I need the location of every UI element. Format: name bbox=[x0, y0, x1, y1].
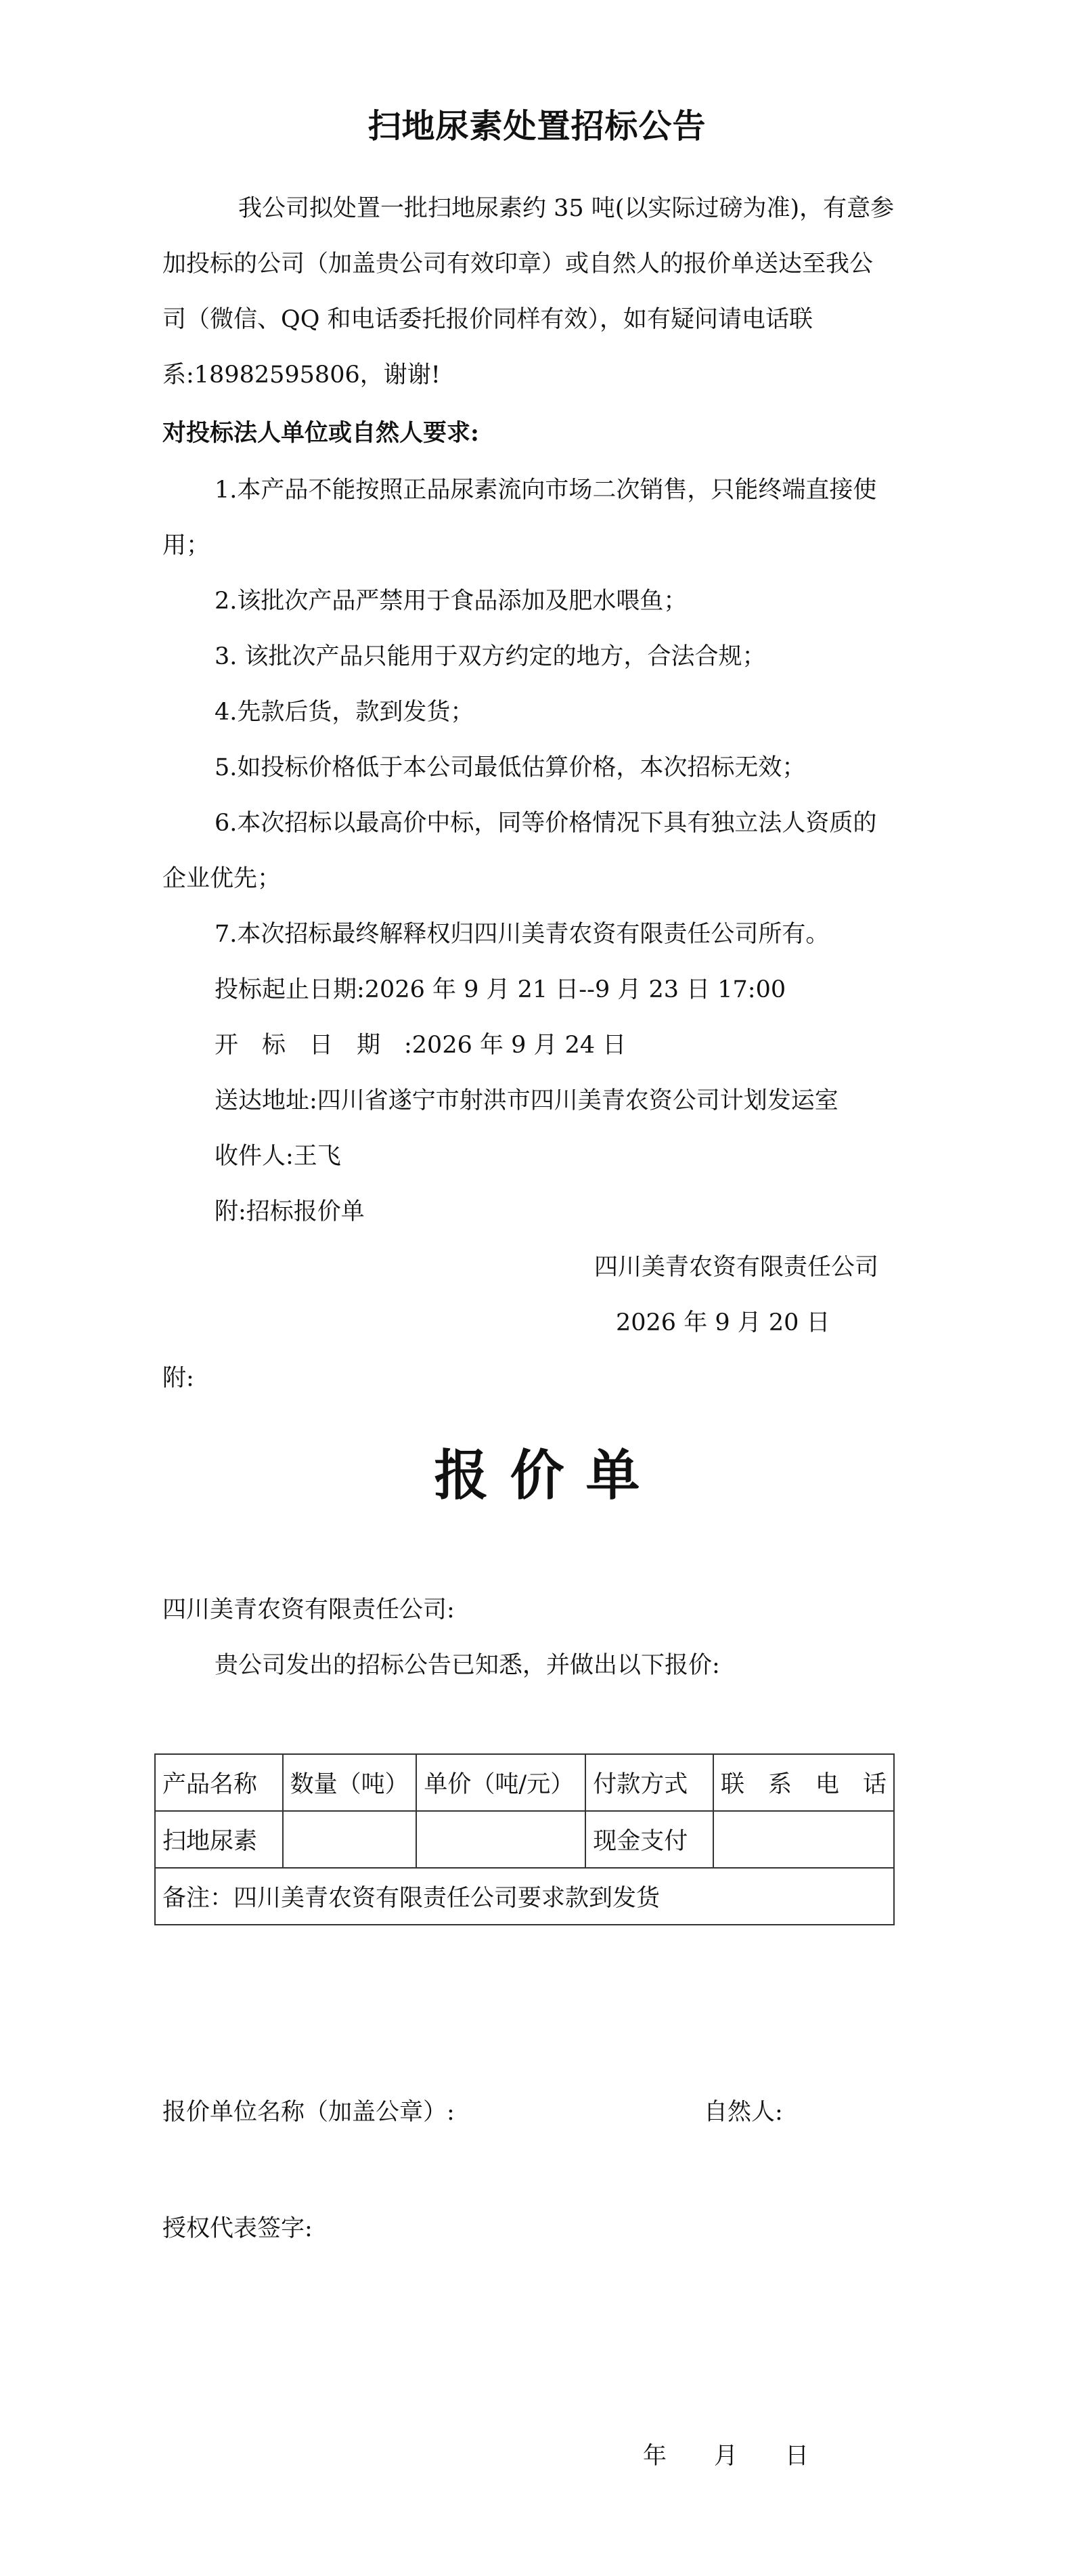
authorized-rep-signature-label: 授权代表签字: bbox=[162, 2215, 313, 2242]
quote-title-char-1: 报 bbox=[434, 1444, 489, 1507]
requirement-5: 5.如投标价格低于本公司最低估算价格，本次招标无效； bbox=[215, 754, 806, 781]
quote-table-header-row bbox=[155, 1754, 894, 1811]
signature-company: 四川美青农资有限责任公司 bbox=[594, 1254, 879, 1281]
requirement-3: 3. 该批次产品只能用于双方约定的地方，合法合规； bbox=[215, 643, 766, 670]
cell-product-name: 扫地尿素 bbox=[155, 1811, 283, 1868]
open-date: 开 标 日 期 :2026 年 9 月 24 日 bbox=[215, 1032, 627, 1059]
quote-addressee: 四川美青农资有限责任公司: bbox=[162, 1596, 455, 1623]
intro-line-1: 我公司拟处置一批扫地尿素约 35 吨(以实际过磅为准)，有意参 bbox=[238, 195, 895, 222]
requirement-6-cont: 企业优先； bbox=[162, 865, 282, 892]
quote-table bbox=[154, 1753, 895, 1925]
cell-remark: 备注：四川美青农资有限责任公司要求款到发货 bbox=[155, 1868, 894, 1925]
header-unit-price: 单价（吨/元） bbox=[416, 1754, 585, 1811]
requirement-6: 6.本次招标以最高价中标，同等价格情况下具有独立法人资质的 bbox=[215, 810, 877, 837]
header-contact-phone: 联 系 电 话 bbox=[713, 1754, 894, 1811]
cell-payment-method: 现金支付 bbox=[585, 1811, 713, 1868]
intro-line-2: 加投标的公司（加盖贵公司有效印章）或自然人的报价单送达至我公 bbox=[162, 250, 874, 278]
quote-table-remark-row bbox=[155, 1868, 894, 1925]
requirement-1: 1.本产品不能按照正品尿素流向市场二次销售，只能终端直接使 bbox=[215, 477, 877, 504]
delivery-address: 送达地址:四川省遂宁市射洪市四川美青农资公司计划发运室 bbox=[215, 1087, 838, 1114]
quote-date-line: 年 月 日 bbox=[643, 2443, 809, 2470]
quote-table-row bbox=[155, 1811, 894, 1868]
cell-quantity[interactable] bbox=[283, 1811, 417, 1868]
header-product-name: 产品名称 bbox=[155, 1754, 283, 1811]
bid-period: 投标起止日期:2026 年 9 月 21 日--9 月 23 日 17:00 bbox=[215, 976, 786, 1003]
natural-person-label: 自然人: bbox=[704, 2099, 783, 2126]
header-quantity: 数量（吨） bbox=[283, 1754, 417, 1811]
quote-greeting: 贵公司发出的招标公告已知悉，并做出以下报价: bbox=[215, 1652, 720, 1679]
cell-unit-price[interactable] bbox=[416, 1811, 585, 1868]
header-payment-method: 付款方式 bbox=[585, 1754, 713, 1811]
bidder-name-label: 报价单位名称（加盖公章）: bbox=[162, 2099, 455, 2126]
requirement-2: 2.该批次产品严禁用于食品添加及肥水喂鱼； bbox=[215, 588, 688, 615]
intro-line-4: 系:18982595806，谢谢! bbox=[162, 362, 441, 389]
recipient: 收件人:王飞 bbox=[215, 1143, 341, 1170]
requirement-1-cont: 用； bbox=[162, 532, 210, 559]
requirement-7: 7.本次招标最终解释权归四川美青农资有限责任公司所有。 bbox=[215, 921, 830, 948]
annex-label: 附: bbox=[162, 1365, 194, 1392]
notice-title: 扫地尿素处置招标公告 bbox=[367, 106, 707, 146]
requirement-4: 4.先款后货，款到发货； bbox=[215, 699, 474, 726]
cell-contact-phone[interactable] bbox=[713, 1811, 894, 1868]
quote-form-title bbox=[0, 1432, 1074, 1510]
quote-title-char-2: 价 bbox=[510, 1444, 564, 1507]
signature-date: 2026 年 9 月 20 日 bbox=[616, 1309, 830, 1336]
intro-line-3: 司（微信、QQ 和电话委托报价同样有效），如有疑问请电话联 bbox=[162, 306, 813, 333]
requirements-heading: 对投标法人单位或自然人要求: bbox=[162, 419, 479, 447]
attachment-note: 附:招标报价单 bbox=[215, 1198, 365, 1225]
quote-title-char-3: 单 bbox=[585, 1444, 640, 1507]
